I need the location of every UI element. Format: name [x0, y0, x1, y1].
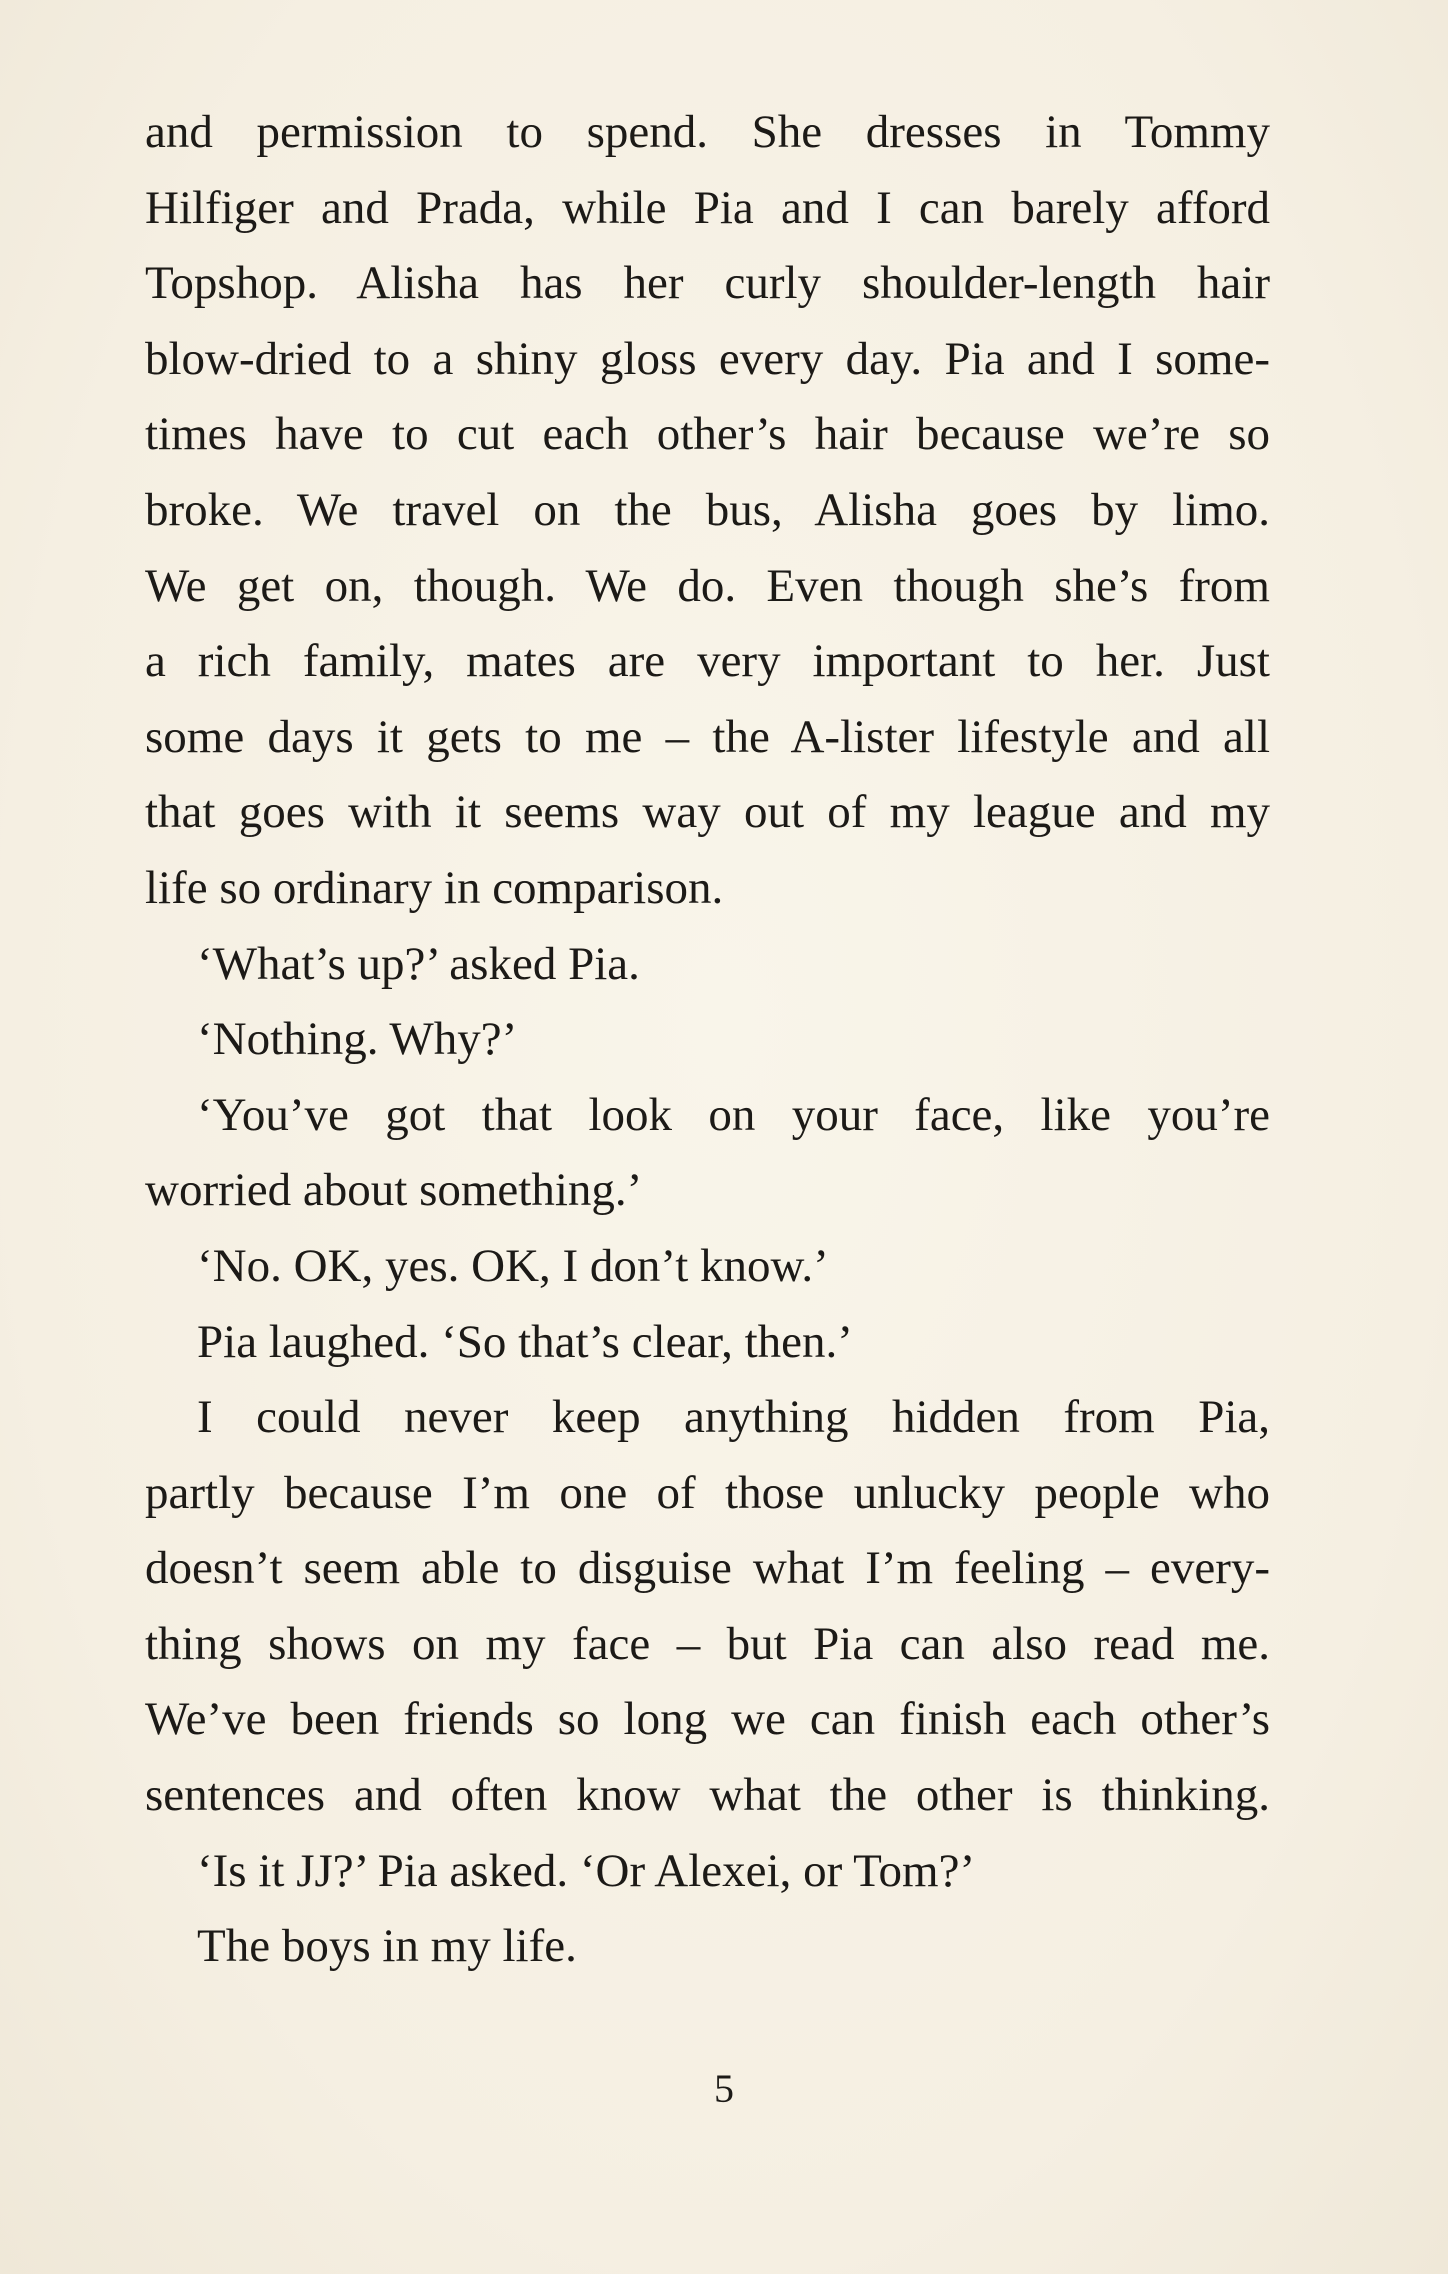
text-line: blow-dried to a shiny gloss every day. Pia and I some- [145, 332, 1270, 385]
text-line: partly because I’m one of those unlucky people who [145, 1466, 1270, 1519]
text-line: thing shows on my face – but Pia can also read me. [145, 1617, 1270, 1670]
body-text [145, 95, 1270, 1985]
text-line: ‘You’ve got that look on your face, like you’re [197, 1088, 1270, 1141]
text-line: Hilfiger and Prada, while Pia and I can barely afford [145, 181, 1270, 234]
text-line: Topshop. Alisha has her curly shoulder-length hair [145, 257, 1270, 310]
text-line: a rich family, mates are very important to her. Just [145, 635, 1270, 688]
text-line: We’ve been friends so long we can finish each other’s [145, 1693, 1270, 1746]
text-line: ‘Is it JJ?’ Pia asked. ‘Or Alexei, or Tom?’ [197, 1844, 976, 1897]
text-line: ‘Nothing. Why?’ [197, 1013, 518, 1066]
text-line: times have to cut each other’s hair because we’re so [145, 408, 1270, 461]
text-line: We get on, though. We do. Even though she’s from [145, 559, 1270, 612]
text-line: ‘What’s up?’ asked Pia. [197, 937, 640, 990]
text-line: ‘No. OK, yes. OK, I don’t know.’ [197, 1239, 829, 1292]
page-number: 5 [714, 2066, 734, 2111]
text-line: that goes with it seems way out of my league and my [145, 786, 1270, 839]
text-line: doesn’t seem able to disguise what I’m feeling – every- [145, 1542, 1270, 1595]
text-line: worried about something.’ [145, 1164, 643, 1217]
text-line: broke. We travel on the bus, Alisha goes by limo. [145, 483, 1270, 536]
text-line: The boys in my life. [197, 1920, 577, 1973]
text-line: life so ordinary in comparison. [145, 861, 724, 914]
text-line: I could never keep anything hidden from Pia, [197, 1391, 1270, 1444]
text-line: some days it gets to me – the A-lister lifestyle and all [145, 710, 1270, 763]
text-line: and permission to spend. She dresses in Tommy [145, 106, 1270, 158]
text-line: Pia laughed. ‘So that’s clear, then.’ [197, 1315, 853, 1368]
text-line: sentences and often know what the other is thinking. [145, 1769, 1270, 1822]
